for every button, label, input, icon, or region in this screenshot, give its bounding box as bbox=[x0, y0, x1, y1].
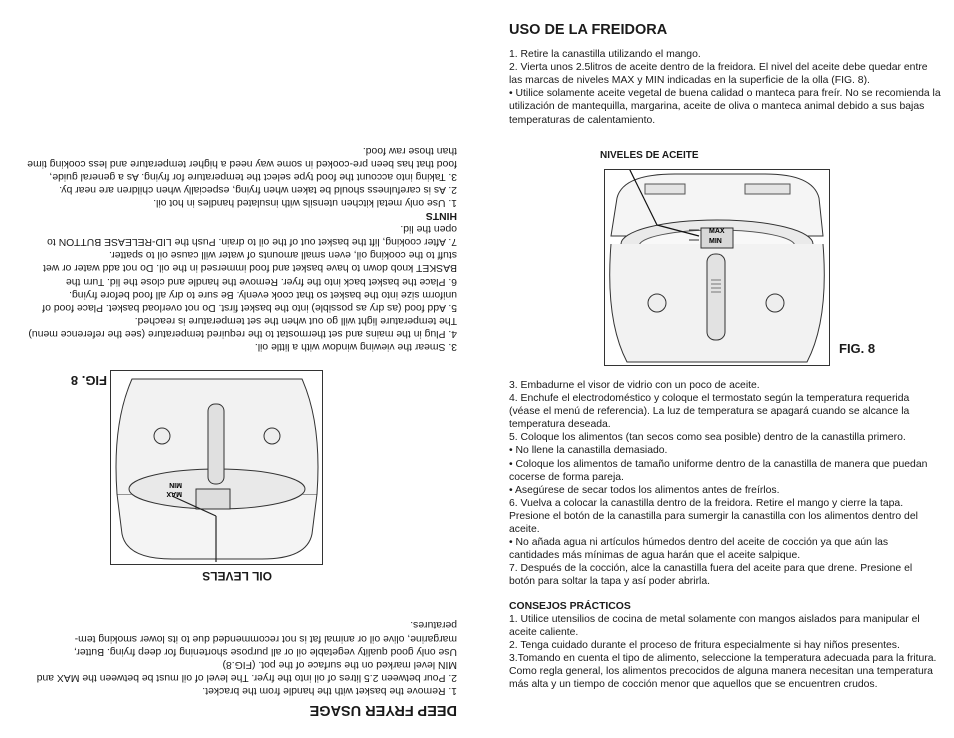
fryer-illustration-en bbox=[111, 371, 322, 564]
consejos-title: CONSEJOS PRÁCTICOS bbox=[509, 600, 631, 612]
spanish-steps-column bbox=[509, 379, 941, 691]
english-title: DEEP FRYER USAGE bbox=[309, 702, 457, 718]
english-oil-advice: Use only good quality vegetable oil or all purpose shortening for deep frying. Butter, margarine, olive oil or animal fat is not recommended due to its lower smoking tem- peratures. bbox=[74, 619, 457, 657]
english-oil-levels-label: OIL LEVELS bbox=[202, 569, 272, 583]
english-hint-3: 3. Taking into account the food type select the temperature for frying. As a general guide, food that has been pre-cooked in some way need a higher temperature and less cooking time than those raw food. bbox=[27, 144, 457, 182]
english-step-7: 7. After cooking, lift the basket out of the oil to drain. Push the LID-RELEASE BUTTON to open the lid. bbox=[47, 223, 457, 248]
spanish-step-2: 2. Vierta unos 2.5litros de aceite dentro de la freidora. El nivel del aceite debe quedar entre las marcas de niveles MAX y MIN indicadas en la superficie de la olla (FIG. 8). bbox=[509, 62, 928, 87]
svg-text:MAX: MAX bbox=[166, 490, 182, 497]
fryer-illustration bbox=[605, 170, 829, 365]
spanish-oil-advice: • Utilice solamente aceite vegetal de buena calidad o manteca para freír. No se recomienda la utilización de mantequilla, margarina, aceite de oliva o manteca animal debido a sus bajas temperaturas de calentamiento. bbox=[509, 88, 941, 126]
spanish-title: USO DE LA FREIDORA bbox=[509, 22, 668, 38]
spanish-bullet-2: • Coloque los alimentos de tamaño uniforme dentro de la canastilla de manera que puedan cocerse de forma pareja. bbox=[509, 458, 928, 483]
english-hints-title: HINTS bbox=[425, 210, 457, 222]
spanish-step-1: 1. Retire la canastilla utilizando el mango. bbox=[509, 49, 701, 61]
spanish-step-5: 5. Coloque los alimentos (tan secos como sea posible) dentro de la canastilla primero. bbox=[509, 432, 906, 444]
consejo-1: 1. Utilice utensilios de cocina de metal solamente con mangos aislados para manipular el aceite caliente. bbox=[509, 613, 920, 638]
niveles-label: NIVELES DE ACEITE bbox=[600, 150, 699, 161]
english-step-4: 4. Plug in the mains and set thermostat to the required temperature (see the reference menu) The temperature light will go out when the set temperature is reached. bbox=[28, 314, 457, 339]
english-step-6: 6. Place the basket back into the fryer. Remove the handle and close the lid. Turn the BASKET knob down to have basket and food immersed in the oil. Do not add water or wet stuff to the cooking oil, even small amounts of water will cause oil to spatter. bbox=[43, 249, 457, 287]
spanish-step-4: 4. Enchufe el electrodoméstico y coloque el termostato según la temperatura requerida (véase el menú de referencia). La luz de temperatura se apagará cuando se alcance la temperatura deseada. bbox=[509, 393, 910, 431]
spanish-fig8-label: FIG. 8 bbox=[839, 341, 876, 356]
spanish-step-3: 3. Embadurne el visor de vidrio con un poco de aceite. bbox=[509, 380, 760, 391]
spanish-step-6: 6. Vuelva a colocar la canastilla dentro de la freidora. Retire el mango y cierre la tapa. Presione el botón de la canastilla para sumergir la canastilla con los alimentos dentro del aceite. bbox=[509, 497, 918, 536]
english-step-3: 3. Smear the viewing window with a little oil. bbox=[254, 341, 457, 352]
min-mark: MIN bbox=[709, 238, 722, 245]
spanish-bullet-1: • No llene la canastilla demasiado. bbox=[509, 445, 668, 457]
consejo-2: 2. Tenga cuidado durante el proceso de fritura especialmente si hay niños presentes. bbox=[509, 639, 900, 651]
english-usage-column bbox=[27, 618, 457, 716]
max-mark: MAX bbox=[709, 228, 725, 235]
spanish-fig8-image bbox=[604, 169, 830, 366]
english-step-5: 5. Add food (as dry as possible) into the basket first. Do not overload basket. Place food of uniform size into the basket so that cook evenly. Be sure to dry all food before frying. bbox=[42, 288, 457, 313]
english-step-1: 1. Remove the basket with the handle from the bracket. bbox=[202, 684, 457, 696]
spanish-step-7: 7. Después de la cocción, alce la canastilla fuera del aceite para que drene. Presione el botón para soltar la tapa y así poder abrirla. bbox=[509, 563, 913, 588]
spanish-page bbox=[477, 0, 954, 738]
spanish-bullet-4: • No añada agua ni artículos húmedos dentro del aceite de cocción ya que aún las cantidades más mínimas de agua harán que el aceite salpique. bbox=[509, 537, 889, 562]
svg-text:MIN: MIN bbox=[169, 481, 182, 488]
english-hint-2: 2. As is carefulness should be taken when frying, especially when children are near by. bbox=[59, 183, 457, 195]
english-step-2: 2. Pour between 2.5 litres of oil into the fryer. The level of oil must be between the MAX and MIN level marked on the surface of the pot. (FIG.8) bbox=[36, 658, 457, 683]
english-fig8-label: FIG. 8 bbox=[70, 373, 107, 388]
consejo-3: 3.Tomando en cuenta el tipo de alimento, seleccione la temperatura adecuada para la fritura. Como regla general, los alimentos precocidos de alguna manera necesitan una temperatura más alta y un tiempo de cocción menor que aquellos que se encuentren crudos. bbox=[509, 652, 937, 691]
spanish-bullet-3: • Asegúrese de secar todos los alimentos antes de freírlos. bbox=[509, 484, 780, 496]
english-fig8-image bbox=[110, 370, 323, 565]
english-hint-1: 1. Use only metal kitchen utensils with insulated handles in hot oil. bbox=[153, 196, 457, 208]
english-steps-column bbox=[27, 144, 457, 354]
spanish-usage-column bbox=[509, 24, 941, 127]
